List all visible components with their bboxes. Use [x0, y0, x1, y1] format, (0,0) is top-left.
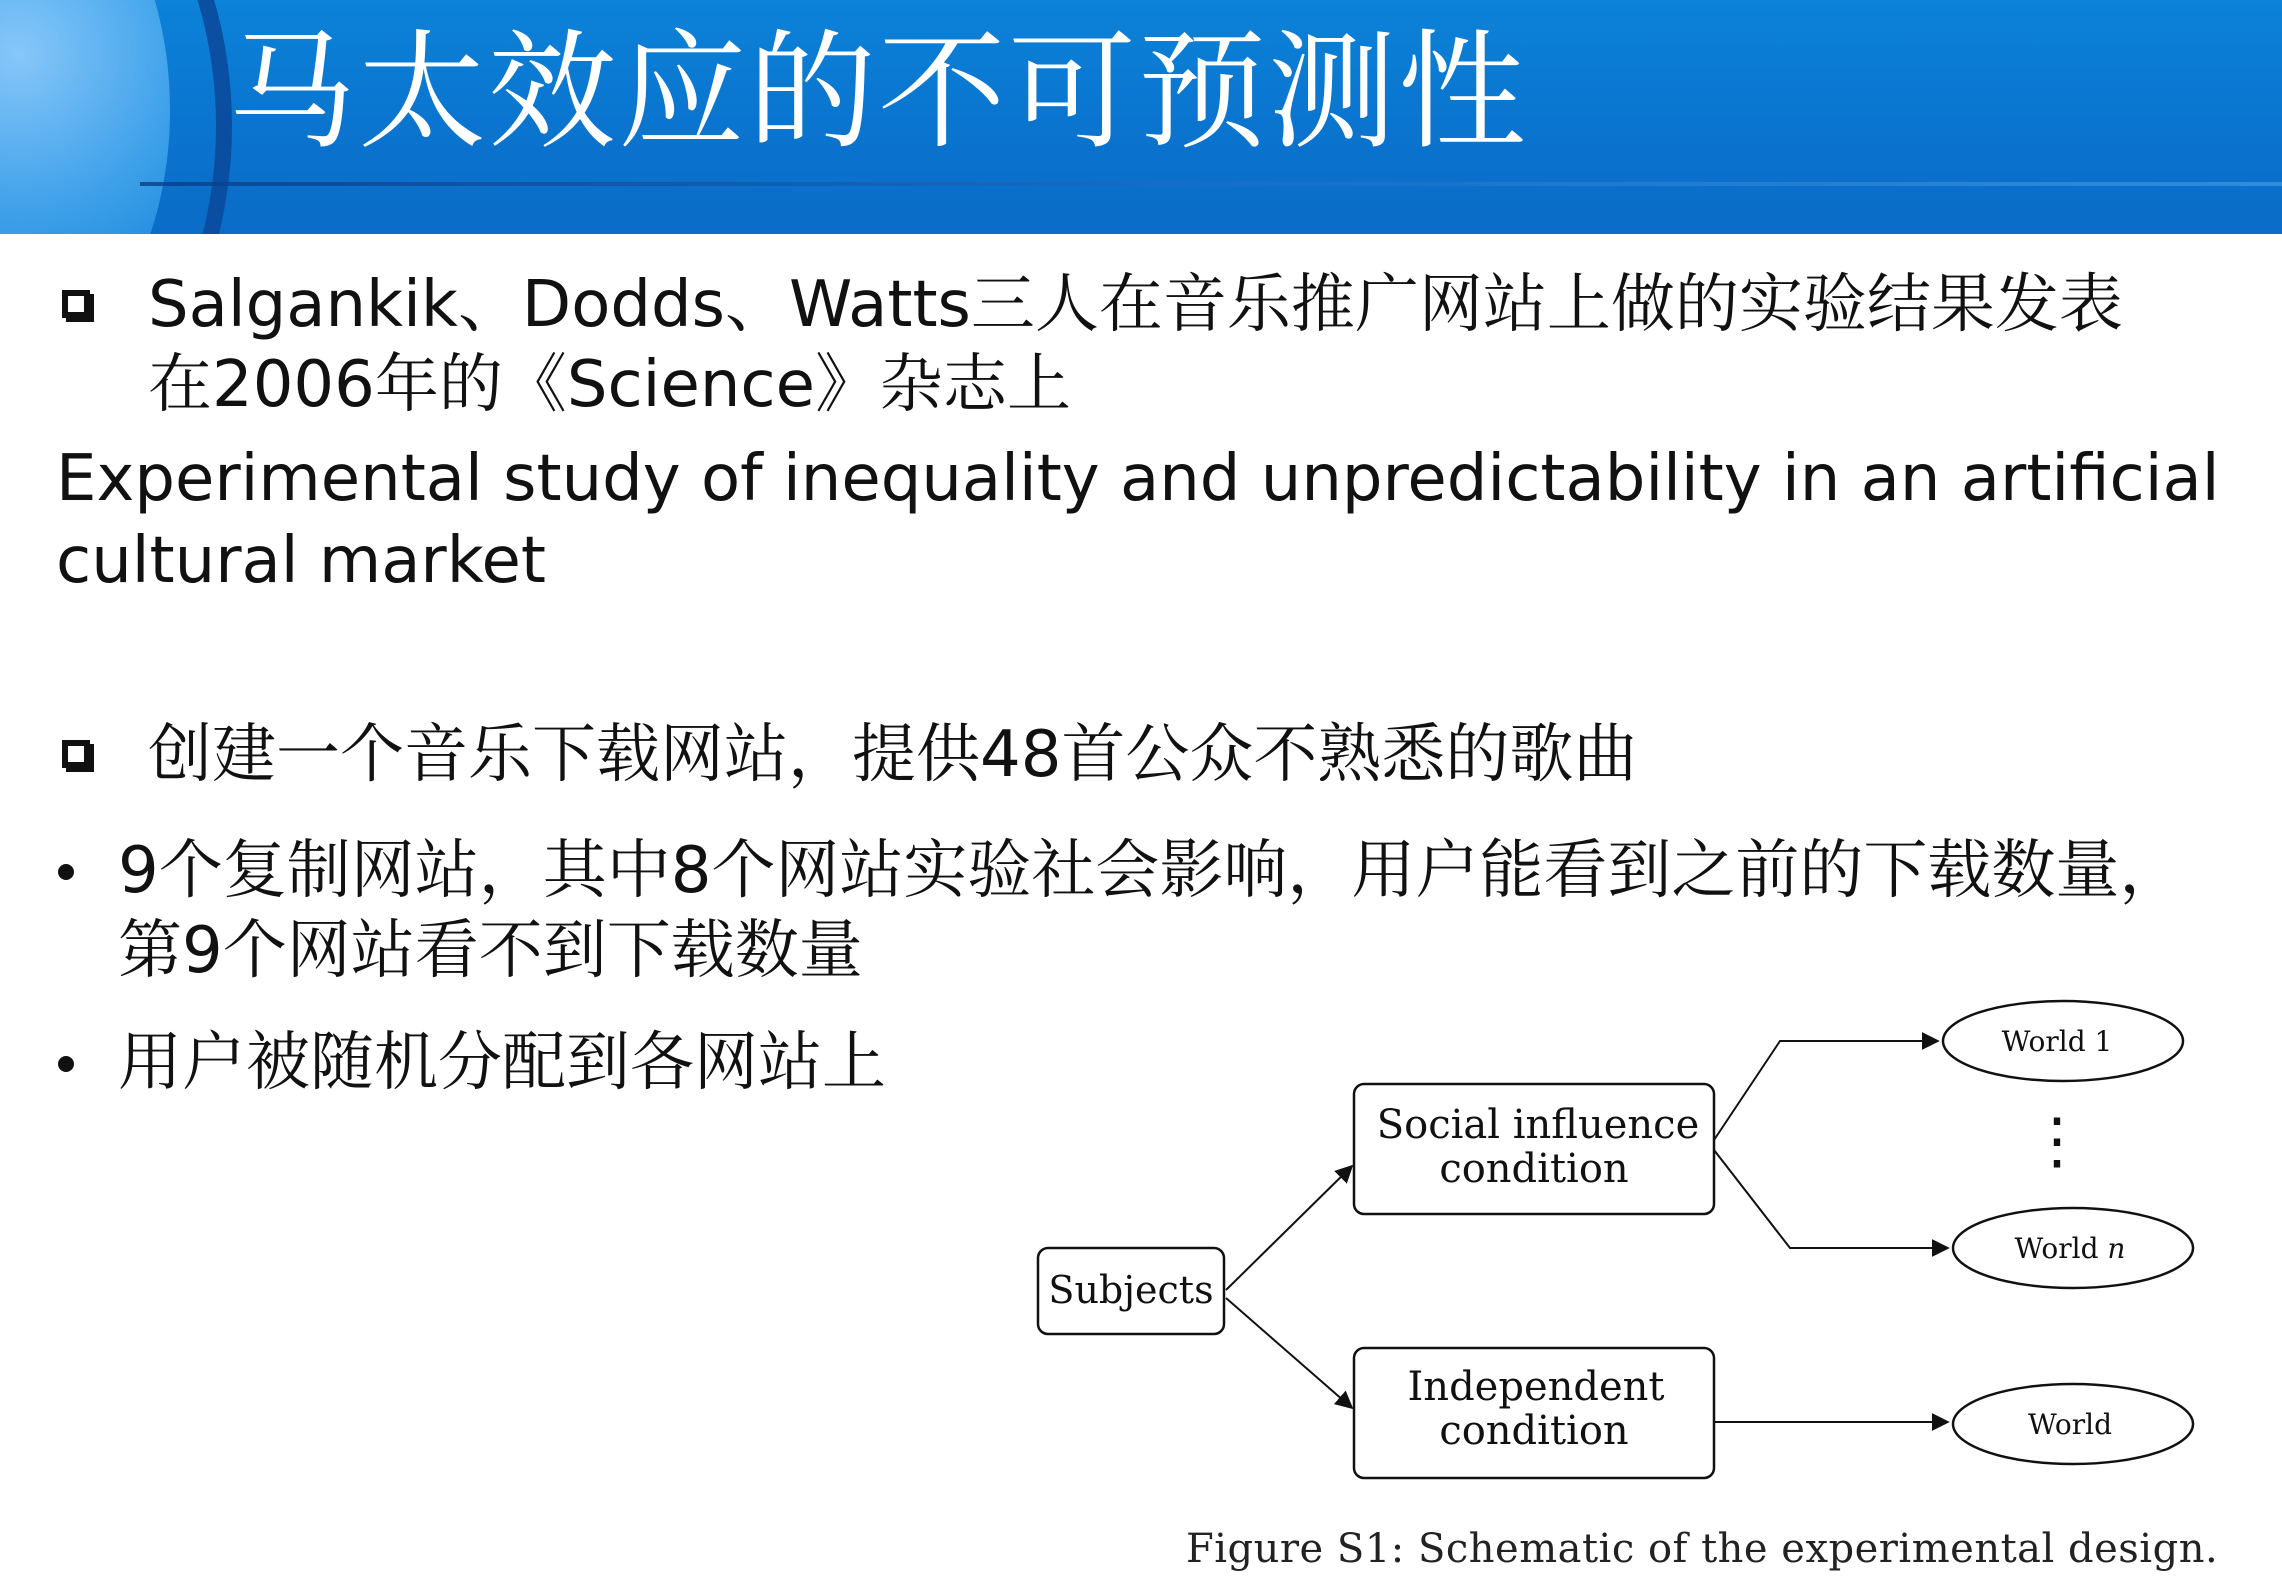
world-1-label: World 1	[2001, 1025, 2113, 1058]
paper-title-line-2: cultural market	[56, 524, 546, 598]
paragraph-4-line-1: 9个复制网站，其中8个网站实验社会影响，用户能看到之前的下载数量，	[118, 834, 2184, 908]
world-n-label	[2015, 1232, 2126, 1265]
edge-social-world-1	[1714, 1041, 1938, 1140]
slide-title: 马太效应的不可预测性	[228, 18, 1529, 167]
paragraph-4-line-2: 第9个网站看不到下载数量	[118, 914, 863, 988]
independent-label-line-2: condition	[1439, 1408, 1629, 1454]
figure-caption: Figure S1: Schematic of the experimental design.	[1186, 1526, 2219, 1572]
world-n-prefix: World	[2014, 1232, 2108, 1265]
edge-subjects-social	[1226, 1166, 1352, 1290]
subjects-label: Subjects	[1048, 1268, 1214, 1312]
world-n-suffix: n	[2107, 1232, 2126, 1265]
paragraph-5-line-1: 用户被随机分配到各网站上	[118, 1026, 886, 1100]
social-influence-label-line-1: Social influence	[1376, 1102, 1700, 1148]
paragraph-3-line-1: 创建一个音乐下载网站，提供48首公众不熟悉的歌曲	[148, 718, 1638, 792]
paper-title-line-1: Experimental study of inequality and unpredictability in an artificial	[56, 442, 2220, 516]
social-influence-label-line-2: condition	[1439, 1146, 1629, 1192]
paragraph-1-line-1: Salgankik、Dodds、Watts三人在音乐推广网站上做的实验结果发表	[148, 268, 2123, 342]
world-label: World	[2028, 1408, 2112, 1441]
paragraph-1-line-2: 在2006年的《Science》杂志上	[148, 348, 1071, 422]
edge-subjects-independent	[1226, 1298, 1352, 1408]
vertical-ellipsis: ⋮	[2026, 1104, 2088, 1177]
edge-social-world-n	[1714, 1150, 1948, 1248]
independent-label-line-1: Independent	[1407, 1364, 1665, 1410]
